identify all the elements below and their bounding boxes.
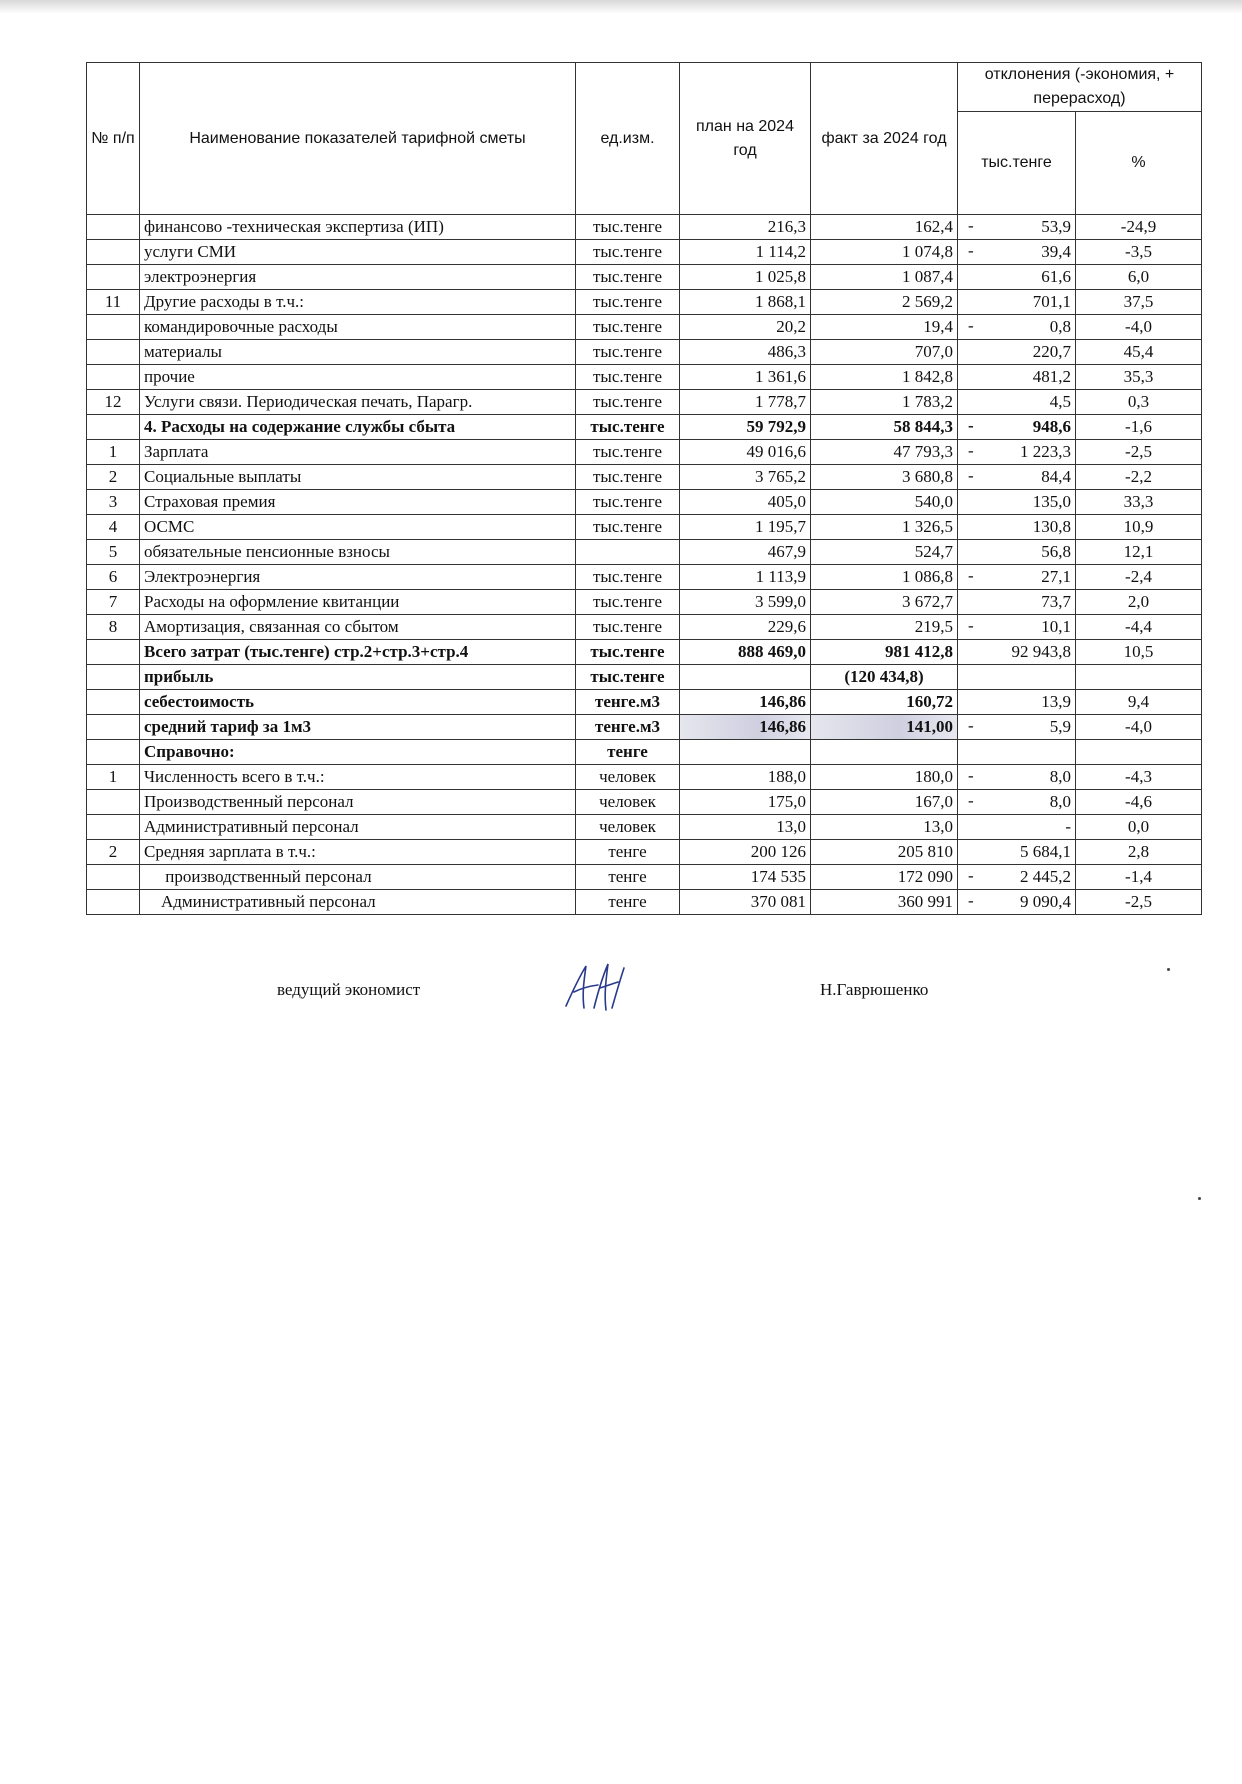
row-deviation-pct: 10,9 xyxy=(1076,515,1202,540)
row-fact: 162,4 xyxy=(811,215,958,240)
row-deviation-value: 84,4 xyxy=(1041,467,1071,486)
row-deviation xyxy=(958,440,1076,465)
row-deviation-pct: 9,4 xyxy=(1076,690,1202,715)
row-deviation xyxy=(958,665,1076,690)
table-row xyxy=(87,765,1202,790)
row-deviation-pct: 33,3 xyxy=(1076,490,1202,515)
row-plan: 1 778,7 xyxy=(680,390,811,415)
row-fact: 141,00 xyxy=(811,715,958,740)
row-unit: тыс.тенге xyxy=(576,440,680,465)
row-fact: 172 090 xyxy=(811,865,958,890)
table-row xyxy=(87,515,1202,540)
row-deviation xyxy=(958,740,1076,765)
row-unit: тыс.тенге xyxy=(576,640,680,665)
row-deviation xyxy=(958,890,1076,915)
table-row xyxy=(87,665,1202,690)
row-unit: тыс.тенге xyxy=(576,490,680,515)
row-deviation-value: 2 445,2 xyxy=(1020,867,1071,886)
row-fact: 167,0 xyxy=(811,790,958,815)
row-deviation-value: 0,8 xyxy=(1049,317,1071,336)
row-deviation-pct: -4,0 xyxy=(1076,315,1202,340)
table-row xyxy=(87,640,1202,665)
row-deviation-value: 4,5 xyxy=(1049,392,1071,411)
row-plan xyxy=(680,665,811,690)
row-number xyxy=(87,890,140,915)
table-row xyxy=(87,240,1202,265)
table-row xyxy=(87,790,1202,815)
table-row xyxy=(87,340,1202,365)
row-unit: человек xyxy=(576,765,680,790)
row-deviation-sign: - xyxy=(968,791,974,810)
table-row xyxy=(87,265,1202,290)
row-name: Другие расходы в т.ч.: xyxy=(140,290,576,315)
row-plan: 49 016,6 xyxy=(680,440,811,465)
header-unit: ед.изм. xyxy=(576,63,680,215)
row-name: себестоимость xyxy=(140,690,576,715)
header-deviation: отклонения (-экономия, + перерасход) xyxy=(958,63,1202,112)
row-unit: человек xyxy=(576,790,680,815)
row-fact: 219,5 xyxy=(811,615,958,640)
table-row xyxy=(87,840,1202,865)
row-number: 6 xyxy=(87,565,140,590)
row-deviation-pct xyxy=(1076,740,1202,765)
row-deviation-value: 481,2 xyxy=(1032,367,1071,386)
row-fact: 19,4 xyxy=(811,315,958,340)
signer-role: ведущий экономист xyxy=(277,980,421,999)
row-deviation-value: 92 943,8 xyxy=(1011,642,1071,661)
row-unit: тыс.тенге xyxy=(576,265,680,290)
row-number xyxy=(87,715,140,740)
row-deviation-pct: 12,1 xyxy=(1076,540,1202,565)
row-deviation-sign: - xyxy=(968,416,974,435)
row-deviation-sign: - xyxy=(968,316,974,335)
row-deviation-pct: -4,3 xyxy=(1076,765,1202,790)
row-fact: 540,0 xyxy=(811,490,958,515)
row-deviation-sign: - xyxy=(968,891,974,910)
header-name: Наименование показателей тарифной сметы xyxy=(140,63,576,215)
row-deviation-value: 56,8 xyxy=(1041,542,1071,561)
row-number: 2 xyxy=(87,465,140,490)
row-unit: тыс.тенге xyxy=(576,415,680,440)
row-number xyxy=(87,365,140,390)
row-deviation-value: 53,9 xyxy=(1041,217,1071,236)
header-dev-pct: % xyxy=(1076,112,1202,215)
row-deviation-pct: -3,5 xyxy=(1076,240,1202,265)
row-name: Средняя зарплата в т.ч.: xyxy=(140,840,576,865)
row-name: Административный персонал xyxy=(140,890,576,915)
row-plan: 486,3 xyxy=(680,340,811,365)
row-number xyxy=(87,215,140,240)
row-deviation-sign: - xyxy=(968,216,974,235)
row-fact: (120 434,8) xyxy=(811,665,958,690)
row-name: услуги СМИ xyxy=(140,240,576,265)
row-deviation-value: 1 223,3 xyxy=(1020,442,1071,461)
row-unit xyxy=(576,540,680,565)
row-deviation-value: 61,6 xyxy=(1041,267,1071,286)
row-number xyxy=(87,240,140,265)
table-body xyxy=(87,215,1202,915)
row-fact: 2 569,2 xyxy=(811,290,958,315)
row-name: электроэнергия xyxy=(140,265,576,290)
row-deviation-pct: 37,5 xyxy=(1076,290,1202,315)
row-unit: тенге xyxy=(576,890,680,915)
row-number: 8 xyxy=(87,615,140,640)
row-name: Страховая премия xyxy=(140,490,576,515)
row-plan: 146,86 xyxy=(680,715,811,740)
row-plan: 888 469,0 xyxy=(680,640,811,665)
row-deviation xyxy=(958,515,1076,540)
row-fact: 524,7 xyxy=(811,540,958,565)
row-fact: 205 810 xyxy=(811,840,958,865)
row-name: финансово -техническая экспертиза (ИП) xyxy=(140,215,576,240)
row-deviation-pct: -1,4 xyxy=(1076,865,1202,890)
row-name: Производственный персонал xyxy=(140,790,576,815)
row-unit: тыс.тенге xyxy=(576,390,680,415)
tariff-estimate-table xyxy=(86,62,1202,915)
row-name: ОСМС xyxy=(140,515,576,540)
row-fact: 360 991 xyxy=(811,890,958,915)
row-deviation-sign: - xyxy=(968,241,974,260)
signer-name: Н.Гаврюшенко xyxy=(820,980,929,999)
row-fact: 13,0 xyxy=(811,815,958,840)
scan-speck xyxy=(1198,1197,1201,1200)
row-plan: 146,86 xyxy=(680,690,811,715)
table-row xyxy=(87,540,1202,565)
row-deviation xyxy=(958,590,1076,615)
row-fact: 1 087,4 xyxy=(811,265,958,290)
row-number xyxy=(87,340,140,365)
row-number xyxy=(87,740,140,765)
row-name: командировочные расходы xyxy=(140,315,576,340)
scan-edge-shadow xyxy=(0,0,1242,14)
row-deviation xyxy=(958,790,1076,815)
row-fact: 1 326,5 xyxy=(811,515,958,540)
row-deviation xyxy=(958,815,1076,840)
row-name: прочие xyxy=(140,365,576,390)
row-fact: 58 844,3 xyxy=(811,415,958,440)
row-number xyxy=(87,415,140,440)
row-number: 1 xyxy=(87,440,140,465)
row-deviation-value: - xyxy=(1065,817,1071,836)
row-fact: 981 412,8 xyxy=(811,640,958,665)
row-deviation-pct: 45,4 xyxy=(1076,340,1202,365)
row-plan xyxy=(680,740,811,765)
row-name: обязательные пенсионные взносы xyxy=(140,540,576,565)
row-name: Расходы на оформление квитанции xyxy=(140,590,576,615)
row-unit: тыс.тенге xyxy=(576,290,680,315)
handwritten-signature xyxy=(560,958,626,1018)
table-row xyxy=(87,565,1202,590)
row-deviation-value: 8,0 xyxy=(1049,767,1071,786)
row-name: Электроэнергия xyxy=(140,565,576,590)
row-number: 5 xyxy=(87,540,140,565)
row-fact: 180,0 xyxy=(811,765,958,790)
row-unit: тенге.м3 xyxy=(576,690,680,715)
row-deviation-pct: 0,3 xyxy=(1076,390,1202,415)
row-plan: 175,0 xyxy=(680,790,811,815)
row-unit: тенге xyxy=(576,865,680,890)
row-number: 11 xyxy=(87,290,140,315)
row-deviation-value: 10,1 xyxy=(1041,617,1071,636)
row-deviation-sign: - xyxy=(968,441,974,460)
row-deviation-value: 13,9 xyxy=(1041,692,1071,711)
row-plan: 1 195,7 xyxy=(680,515,811,540)
row-name: Численность всего в т.ч.: xyxy=(140,765,576,790)
row-number xyxy=(87,665,140,690)
row-name: Административный персонал xyxy=(140,815,576,840)
row-deviation xyxy=(958,640,1076,665)
table-row xyxy=(87,290,1202,315)
table-row xyxy=(87,490,1202,515)
table-row xyxy=(87,715,1202,740)
row-deviation xyxy=(958,415,1076,440)
row-deviation-value: 220,7 xyxy=(1032,342,1071,361)
row-plan: 1 113,9 xyxy=(680,565,811,590)
row-fact: 47 793,3 xyxy=(811,440,958,465)
row-fact: 3 680,8 xyxy=(811,465,958,490)
row-unit: тыс.тенге xyxy=(576,465,680,490)
row-unit: тыс.тенге xyxy=(576,315,680,340)
row-deviation-pct: -2,5 xyxy=(1076,890,1202,915)
row-deviation-pct: -1,6 xyxy=(1076,415,1202,440)
row-deviation-value: 73,7 xyxy=(1041,592,1071,611)
row-name: производственный персонал xyxy=(140,865,576,890)
row-number xyxy=(87,815,140,840)
row-number xyxy=(87,865,140,890)
table-row xyxy=(87,690,1202,715)
row-fact: 1 842,8 xyxy=(811,365,958,390)
row-deviation xyxy=(958,340,1076,365)
row-deviation xyxy=(958,865,1076,890)
table-row xyxy=(87,890,1202,915)
row-plan: 216,3 xyxy=(680,215,811,240)
row-plan: 1 114,2 xyxy=(680,240,811,265)
row-plan: 1 868,1 xyxy=(680,290,811,315)
row-deviation xyxy=(958,765,1076,790)
row-fact: 1 086,8 xyxy=(811,565,958,590)
row-number xyxy=(87,690,140,715)
row-deviation-pct: -4,4 xyxy=(1076,615,1202,640)
header-plan: план на 2024 год xyxy=(680,63,811,215)
row-name: прибыль xyxy=(140,665,576,690)
row-number xyxy=(87,265,140,290)
row-deviation-sign: - xyxy=(968,716,974,735)
table-row xyxy=(87,365,1202,390)
row-deviation xyxy=(958,290,1076,315)
row-number: 3 xyxy=(87,490,140,515)
row-unit: тыс.тенге xyxy=(576,615,680,640)
row-plan: 1 025,8 xyxy=(680,265,811,290)
row-deviation-pct: 2,8 xyxy=(1076,840,1202,865)
row-unit: тыс.тенге xyxy=(576,515,680,540)
row-name: 4. Расходы на содержание службы сбыта xyxy=(140,415,576,440)
row-deviation xyxy=(958,490,1076,515)
row-deviation xyxy=(958,715,1076,740)
row-deviation-pct xyxy=(1076,665,1202,690)
table-row xyxy=(87,865,1202,890)
row-plan: 467,9 xyxy=(680,540,811,565)
row-plan: 174 535 xyxy=(680,865,811,890)
row-deviation-pct: -2,4 xyxy=(1076,565,1202,590)
row-plan: 3 765,2 xyxy=(680,465,811,490)
table-row xyxy=(87,415,1202,440)
row-deviation-pct: 10,5 xyxy=(1076,640,1202,665)
row-deviation-value: 135,0 xyxy=(1032,492,1071,511)
row-plan: 20,2 xyxy=(680,315,811,340)
row-deviation xyxy=(958,540,1076,565)
row-unit: тыс.тенге xyxy=(576,665,680,690)
row-number xyxy=(87,315,140,340)
row-fact xyxy=(811,740,958,765)
row-fact: 1 074,8 xyxy=(811,240,958,265)
row-number: 7 xyxy=(87,590,140,615)
row-name: Социальные выплаты xyxy=(140,465,576,490)
row-deviation xyxy=(958,390,1076,415)
table-row xyxy=(87,590,1202,615)
signature-block xyxy=(0,980,1242,1020)
row-plan: 13,0 xyxy=(680,815,811,840)
table-row xyxy=(87,465,1202,490)
row-number xyxy=(87,790,140,815)
row-deviation xyxy=(958,565,1076,590)
row-name: Услуги связи. Периодическая печать, Парагр. xyxy=(140,390,576,415)
header-dev-abs: тыс.тенге xyxy=(958,112,1076,215)
row-deviation xyxy=(958,265,1076,290)
row-unit: тыс.тенге xyxy=(576,215,680,240)
header-num: № п/п xyxy=(87,63,140,215)
row-unit: тыс.тенге xyxy=(576,590,680,615)
row-deviation-pct: -4,6 xyxy=(1076,790,1202,815)
row-unit: тыс.тенге xyxy=(576,340,680,365)
row-deviation xyxy=(958,215,1076,240)
row-deviation-value: 5 684,1 xyxy=(1020,842,1071,861)
row-fact: 3 672,7 xyxy=(811,590,958,615)
table-row xyxy=(87,390,1202,415)
row-deviation-pct: -2,2 xyxy=(1076,465,1202,490)
row-plan: 188,0 xyxy=(680,765,811,790)
row-plan: 3 599,0 xyxy=(680,590,811,615)
row-deviation xyxy=(958,240,1076,265)
row-number: 2 xyxy=(87,840,140,865)
row-deviation-value: 39,4 xyxy=(1041,242,1071,261)
row-name: Амортизация, связанная со сбытом xyxy=(140,615,576,640)
row-number xyxy=(87,640,140,665)
row-name: Зарплата xyxy=(140,440,576,465)
row-deviation-value: 8,0 xyxy=(1049,792,1071,811)
row-unit: тыс.тенге xyxy=(576,565,680,590)
row-unit: тенге xyxy=(576,840,680,865)
row-deviation-value: 948,6 xyxy=(1032,417,1071,436)
row-plan: 405,0 xyxy=(680,490,811,515)
row-unit: человек xyxy=(576,815,680,840)
scan-speck xyxy=(1167,968,1170,971)
row-deviation-value: 5,9 xyxy=(1049,717,1071,736)
row-deviation-sign: - xyxy=(968,866,974,885)
table-row xyxy=(87,740,1202,765)
row-deviation-pct: -2,5 xyxy=(1076,440,1202,465)
row-plan: 370 081 xyxy=(680,890,811,915)
row-deviation-pct: -4,0 xyxy=(1076,715,1202,740)
row-deviation-sign: - xyxy=(968,616,974,635)
table-row xyxy=(87,615,1202,640)
row-deviation xyxy=(958,365,1076,390)
table-header xyxy=(87,63,1202,215)
row-deviation xyxy=(958,315,1076,340)
table-row xyxy=(87,315,1202,340)
table-row xyxy=(87,815,1202,840)
row-deviation-value: 701,1 xyxy=(1032,292,1071,311)
row-number: 12 xyxy=(87,390,140,415)
row-unit: тыс.тенге xyxy=(576,240,680,265)
row-deviation-pct: -24,9 xyxy=(1076,215,1202,240)
row-plan: 229,6 xyxy=(680,615,811,640)
row-deviation-pct: 0,0 xyxy=(1076,815,1202,840)
row-deviation-value: 27,1 xyxy=(1041,567,1071,586)
row-deviation-value: 9 090,4 xyxy=(1020,892,1071,911)
row-plan: 1 361,6 xyxy=(680,365,811,390)
row-deviation-pct: 35,3 xyxy=(1076,365,1202,390)
row-deviation-pct: 2,0 xyxy=(1076,590,1202,615)
table-row xyxy=(87,440,1202,465)
row-name: Всего затрат (тыс.тенге) стр.2+стр.3+стр.4 xyxy=(140,640,576,665)
row-deviation xyxy=(958,615,1076,640)
row-deviation-sign: - xyxy=(968,566,974,585)
row-deviation-sign: - xyxy=(968,766,974,785)
row-unit: тенге.м3 xyxy=(576,715,680,740)
row-fact: 707,0 xyxy=(811,340,958,365)
row-deviation-value: 130,8 xyxy=(1032,517,1071,536)
row-name: материалы xyxy=(140,340,576,365)
header-fact: факт за 2024 год xyxy=(811,63,958,215)
row-fact: 1 783,2 xyxy=(811,390,958,415)
table-row xyxy=(87,215,1202,240)
row-number: 1 xyxy=(87,765,140,790)
row-unit: тыс.тенге xyxy=(576,365,680,390)
row-number: 4 xyxy=(87,515,140,540)
row-name: Справочно: xyxy=(140,740,576,765)
row-deviation-pct: 6,0 xyxy=(1076,265,1202,290)
row-deviation xyxy=(958,840,1076,865)
row-plan: 59 792,9 xyxy=(680,415,811,440)
row-plan: 200 126 xyxy=(680,840,811,865)
row-unit: тенге xyxy=(576,740,680,765)
row-fact: 160,72 xyxy=(811,690,958,715)
row-deviation-sign: - xyxy=(968,466,974,485)
row-deviation xyxy=(958,465,1076,490)
row-name: средний тариф за 1м3 xyxy=(140,715,576,740)
row-deviation xyxy=(958,690,1076,715)
